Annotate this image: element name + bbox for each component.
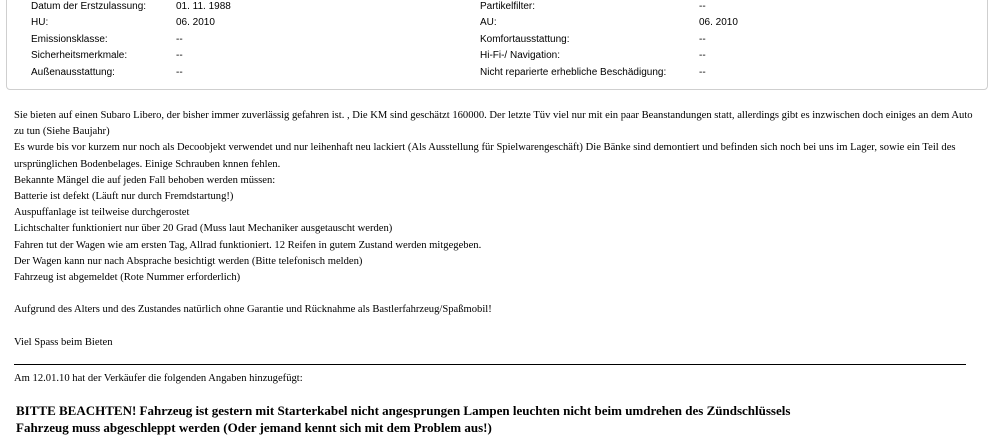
description-line: Fahrzeug ist abgemeldet (Rote Nummer erforderlich) — [14, 272, 241, 284]
spec-value: -- — [699, 34, 706, 45]
description-line: Fahren tut der Wagen wie am ersten Tag, Allrad funktioniert. 12 Reifen in gutem Zustand werden mitgegeben. — [14, 239, 482, 251]
description-line: Bekannte Mängel die auf jeden Fall behoben werden müssen: — [14, 174, 276, 186]
spec-row — [7, 48, 987, 64]
spec-value: 06. 2010 — [699, 17, 738, 28]
spec-label: Hi-Fi-/ Navigation: — [480, 50, 561, 61]
spec-value: -- — [176, 34, 183, 45]
spec-label: AU: — [480, 17, 497, 28]
spec-label: Nicht reparierte erhebliche Beschädigung: — [480, 67, 667, 78]
spec-value: -- — [176, 67, 183, 78]
spec-value: -- — [699, 50, 706, 61]
spec-value: -- — [176, 50, 183, 61]
notice-line: Fahrzeug muss abgeschleppt werden (Oder jemand kennt sich mit dem Problem aus!) — [16, 419, 492, 435]
spec-label: Datum der Erstzulassung: — [31, 1, 147, 12]
description-line: Auspuffanlage ist teilweise durchgerostet — [14, 207, 190, 219]
spec-label: Komfortausstattung: — [480, 34, 570, 45]
addendum-header: Am 12.01.10 hat der Verkäufer die folgenden Angaben hinzugefügt: — [14, 373, 303, 384]
spec-label: Partikelfilter: — [480, 1, 536, 12]
spec-label: Sicherheitsmerkmale: — [31, 50, 128, 61]
spec-label: HU: — [31, 17, 49, 28]
spec-row — [7, 15, 987, 31]
description-line: Lichtschalter funktioniert nur über 20 Grad (Muss laut Mechaniker ausgetauscht werden) — [14, 223, 393, 235]
spec-label: Außenausstattung: — [31, 67, 115, 78]
spec-row — [7, 65, 987, 81]
spec-label: Emissionsklasse: — [31, 34, 108, 45]
description-line: Batterie ist defekt (Läuft nur durch Fremdstartung!) — [14, 191, 234, 203]
spec-value: 01. 11. 1988 — [176, 1, 231, 12]
item-description — [14, 108, 974, 351]
notice-line: BITTE BEACHTEN! Fahrzeug ist gestern mit Starterkabel nicht angesprungen Lampen leuchten nicht beim umdrehen des Zündschlüssels — [16, 403, 791, 418]
section-divider — [14, 364, 966, 365]
description-warranty: Aufgrund des Alters und des Zustandes natürlich ohne Garantie und Rücknahme als Bastlerfahrzeug/Spaßmobil! — [14, 304, 492, 316]
spec-row — [7, 32, 987, 48]
description-line: Der Wagen kann nur nach Absprache besichtigt werden (Bitte telefonisch melden) — [14, 255, 363, 267]
spec-row — [7, 0, 987, 15]
vehicle-details-box — [6, 0, 988, 90]
spec-value: -- — [699, 67, 706, 78]
spec-value: -- — [699, 1, 706, 12]
seller-notice — [16, 403, 976, 436]
description-deco: Es wurde bis vor kurzem nur noch als Decoobjekt verwendet und nur leihenhaft neu lackiert (Als Ausstellung für Spielwarengeschäft) Die Bänke sind demontiert und befinden sich noch bei uns im Lager, sowie ein Teil des ursprünglichen Bodenbelages. Einige Schrauben knnen fehlen. — [14, 142, 956, 170]
description-intro: Sie bieten auf einen Subaro Libero, der bisher immer zuverlässig gefahren ist. , Die KM sind geschätzt 160000. Der letzte Tüv viel nur mit ein paar Beanstandungen statt, allerdings gibt es inzwischen doch einiges an dem Auto zu tun (Siehe Baujahr) — [14, 110, 973, 138]
description-closing: Viel Spass beim Bieten — [14, 336, 113, 348]
spec-value: 06. 2010 — [176, 17, 215, 28]
